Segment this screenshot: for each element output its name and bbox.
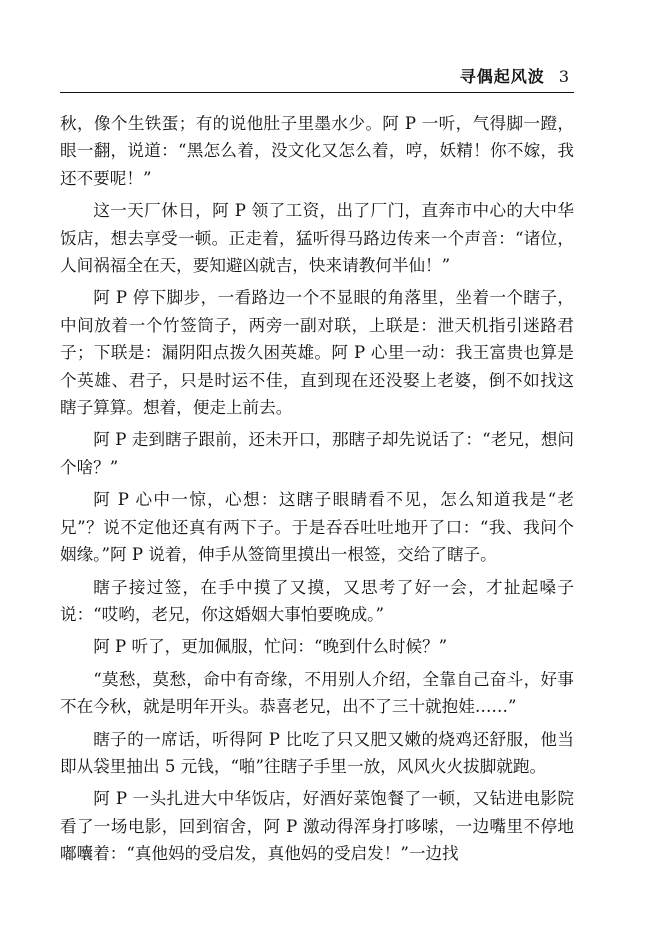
body-text	[60, 110, 574, 873]
paragraph: 阿 P 听了，更加佩服，忙问：“晚到什么时候？”	[93, 637, 448, 657]
paragraph: 这一天厂休日，阿 P 领了工资，出了厂门，直奔市中心的大中华饭店，想去享受一顿。正走着，猛听得马路边传来一个声音：“诸位，人间祸福全在天，要知避凶就吉，快来请教何半仙！”	[60, 201, 574, 276]
header-rule	[60, 92, 574, 93]
paragraph: 阿 P 停下脚步，一看路边一个不显眼的角落里，坐着一个瞎子，中间放着一个竹签筒子，两旁一副对联，上联是：泄天机指引迷路君子；下联是：漏阴阳点拨久困英雄。阿 P 心里一动：我王富贵也算是个英雄、君子，只是时运不佳，直到现在还没娶上老婆，倒不如找这瞎子算算。想着，便走上前去。	[60, 288, 574, 418]
paragraph: 阿 P 走到瞎子跟前，还未开口，那瞎子却先说话了：“老兄，想问个啥？”	[60, 430, 574, 477]
paragraph: 瞎子接过签，在手中摸了又摸，又思考了好一会，才扯起嗓子说：“哎哟，老兄，你这婚姻大事怕要晚成。”	[60, 577, 574, 624]
running-header	[96, 64, 570, 90]
paragraph: 瞎子的一席话，听得阿 P 比吃了只又肥又嫩的烧鸡还舒服，他当即从袋里抽出 5 元钱，“啪”往瞎子手里一放，风风火火拔脚就跑。	[60, 729, 574, 776]
paragraph: 秋，像个生铁蛋；有的说他肚子里墨水少。阿 P 一听，气得脚一蹬，眼一翻，说道：“黑怎么着，没文化又怎么着，哼，妖精！你不嫁，我还不要呢！”	[60, 114, 574, 188]
paragraph: 阿 P 心中一惊，心想：这瞎子眼睛看不见，怎么知道我是“老兄”？说不定他还真有两下子。于是吞吞吐吐地开了口：“我、我问个姻缘。”阿 P 说着，伸手从签筒里摸出一根签，交给了瞎子。	[60, 490, 574, 565]
chapter-title: 寻偶起风波	[459, 67, 545, 86]
paragraph: 阿 P 一头扎进大中华饭店，好酒好菜饱餐了一顿，又钻进电影院看了一场电影，回到宿舍，阿 P 激动得浑身打哆嗦，一边嘴里不停地嘟囔着：“真他妈的受启发，真他妈的受启发！”一边找	[60, 789, 574, 864]
paragraph: “莫愁，莫愁，命中有奇缘，不用别人介绍，全靠自己奋斗，好事不在今秋，就是明年开头。恭喜老兄，出不了三十就抱娃……”	[60, 669, 574, 717]
page-number: 3	[558, 67, 570, 86]
